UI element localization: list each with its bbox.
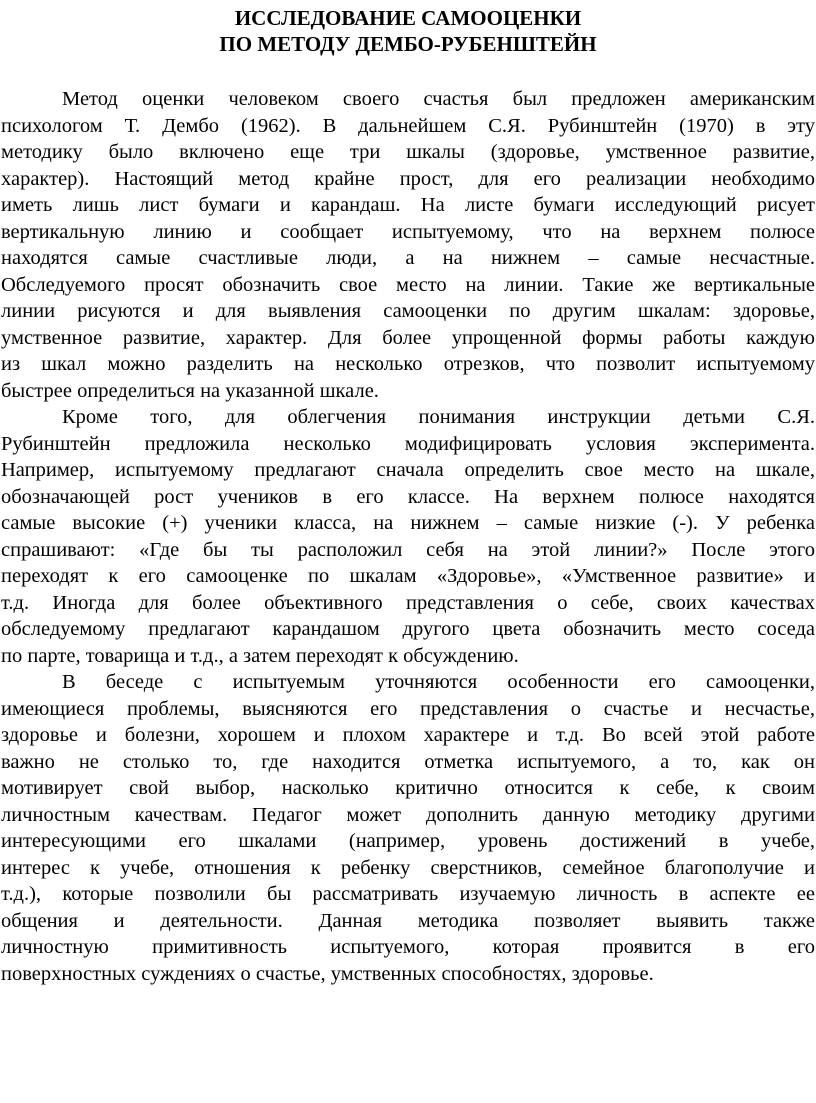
- paragraph-1-line: находятся самые счастливые люди, а на нижнем – самые несчастные.: [1, 247, 815, 269]
- paragraph-3-line: интересующими его шкалами (например, уровень достижений в учебе,: [1, 830, 815, 852]
- paragraph-1-line: быстрее определиться на указанной шкале.: [1, 379, 379, 402]
- paragraph-1-line: иметь лишь лист бумаги и карандаш. На листе бумаги исследующий рисует: [1, 194, 815, 216]
- paragraph-3-line: личностным качествам. Педагог может дополнить данную методику другими: [1, 803, 815, 826]
- paragraph-1-line: Метод оценки человеком своего счастья был предложен американским: [62, 88, 815, 110]
- paragraph-2-line: обозначающей рост учеников в его классе. На верхнем полюсе находятся: [1, 485, 815, 508]
- document-title-line-2: ПО МЕТОДУ ДЕМБО-РУБЕНШТЕЙН: [219, 32, 597, 56]
- paragraph-3-line: имеющиеся проблемы, выясняются его представления о счастье и несчастье,: [1, 697, 815, 720]
- paragraph-3-line: мотивирует свой выбор, насколько критично относится к себе, к своим: [1, 777, 815, 799]
- paragraph-1-line: вертикальную линию и сообщает испытуемому, что на верхнем полюсе: [1, 220, 815, 243]
- paragraph-2-line: обследуемому предлагают карандашом другого цвета обозначить место соседа: [1, 618, 815, 640]
- paragraph-1-line: психологом Т. Дембо (1962). В дальнейшем С.Я. Рубинштейн (1970) в эту: [1, 114, 815, 137]
- paragraph-2-line: Кроме того, для облегчения понимания инструкции детьми С.Я.: [62, 406, 815, 428]
- paragraph-2-line: Например, испытуемому предлагают сначала определить свое место на шкале,: [1, 459, 815, 481]
- paragraph-3-line: поверхностных суждениях о счастье, умственных способностях, здоровье.: [1, 962, 654, 985]
- paragraph-3-line: В беседе с испытуемым уточняются особенности его самооценки,: [62, 671, 815, 693]
- paragraph-2-line: переходят к его самооценке по шкалам «Здоровье», «Умственное развитие» и: [1, 565, 815, 587]
- paragraph-2-line: Рубинштейн предложила несколько модифицировать условия эксперимента.: [1, 432, 815, 455]
- paragraph-3-line: личностную примитивность испытуемого, которая проявится в его: [1, 936, 815, 958]
- paragraph-1-line: линии рисуются и для выявления самооценки по другим шкалам: здоровье,: [1, 300, 815, 322]
- paragraph-1-line: методику было включено еще три шкалы (здоровье, умственное развитие,: [1, 141, 815, 163]
- paragraph-1-line: из шкал можно разделить на несколько отрезков, что позволит испытуемому: [1, 353, 815, 375]
- paragraph-2-line: по парте, товарища и т.д., а затем переходят к обсуждению.: [1, 644, 519, 667]
- paragraph-2-line: т.д. Иногда для более объективного представления о себе, своих качествах: [1, 591, 815, 614]
- paragraph-3-line: здоровье и болезни, хорошем и плохом характере и т.д. Во всей этой работе: [1, 724, 815, 746]
- paragraph-3-line: важно не столько то, где находится отметка испытуемого, а то, как он: [1, 750, 815, 773]
- document-title-line-1: ИССЛЕДОВАНИЕ САМООЦЕНКИ: [234, 6, 582, 30]
- paragraph-3-line: т.д.), которые позволили бы рассматривать изучаемую личность в аспекте ее: [1, 883, 815, 905]
- paragraph-1-line: характер). Настоящий метод крайне прост, для его реализации необходимо: [1, 167, 815, 190]
- paragraph-3-line: интерес к учебе, отношения к ребенку сверстников, семейное благополучие и: [1, 856, 815, 879]
- paragraph-2-line: спрашивают: «Где бы ты расположил себя на этой линии?» После этого: [1, 538, 815, 561]
- paragraph-3-line: общения и деятельности. Данная методика позволяет выявить также: [1, 909, 815, 932]
- document-body: [0, 86, 816, 987]
- paragraph-1-line: умственное развитие, характер. Для более упрощенной формы работы каждую: [1, 326, 815, 349]
- paragraph-1-line: Обследуемого просят обозначить свое место на линии. Такие же вертикальные: [1, 273, 815, 296]
- paragraph-2-line: самые высокие (+) ученики класса, на нижнем – самые низкие (-). У ребенка: [1, 512, 815, 534]
